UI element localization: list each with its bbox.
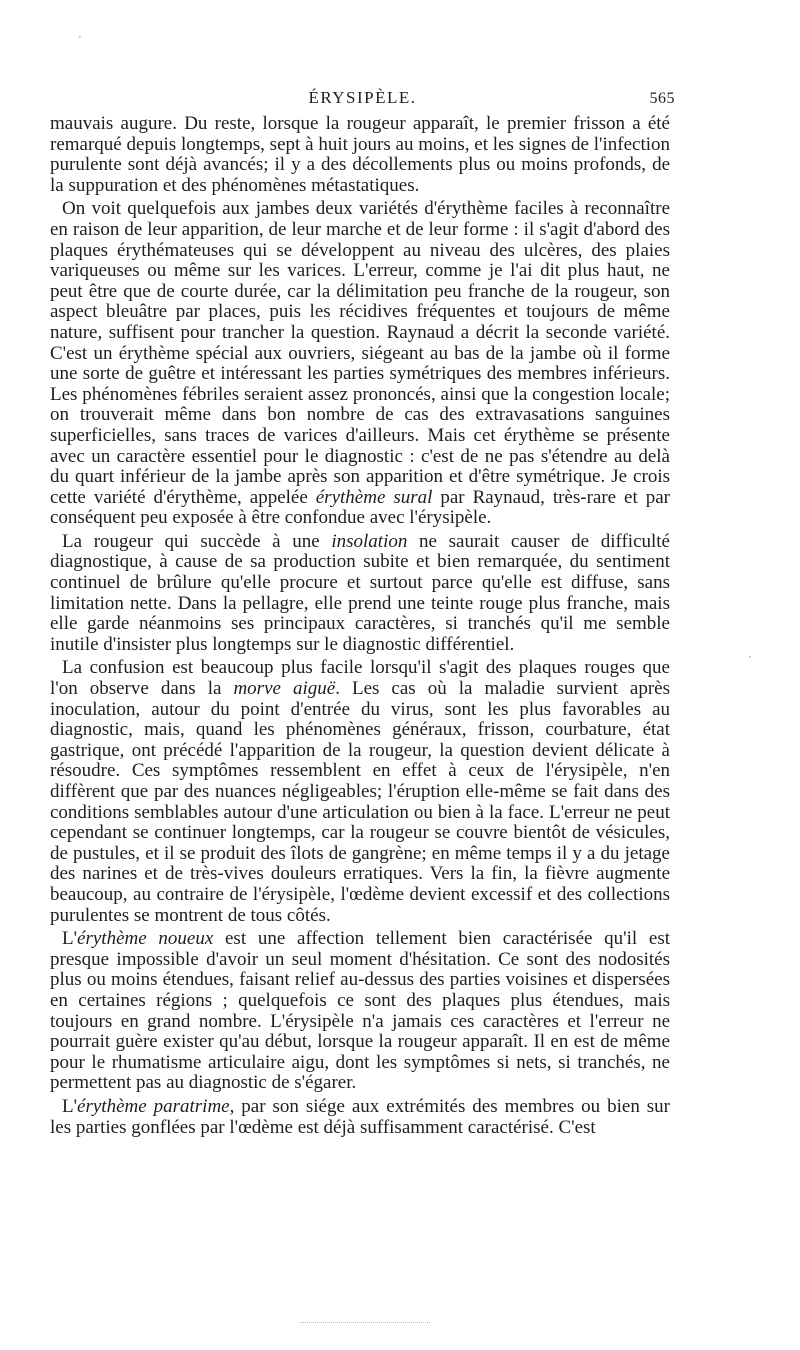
paragraph [50, 114, 670, 196]
text-run: On voit quelquefois aux jambes deux variétés d'érythème faciles à reconnaître en raison de leur apparition, de leur marche et de leur forme : il s'agit d'abord des plaques érythémateuses qui se développent au niveau des ulcères, des plaies variqueuses ou même sur les varices. L'erreur, comme je l'ai dit plus haut, ne peut être que de courte durée, car la délimitation peu franche de la rougeur, son aspect bleuâtre par places, puis les récidives fréquentes et toujours de même nature, suffisent pour trancher la question. Raynaud a décrit la seconde variété. C'est un érythème spécial aux ouvriers, siégeant au bas de la jambe où il forme une sorte de guêtre et intéressant les parties symétriques des membres inférieurs. Les phénomènes fébriles seraient assez prononcés, ainsi que la congestion locale; on trouverait même dans bon nombre de cas des extravasations sanguines superficielles, sans traces de varices d'ailleurs. Mais cet érythème se présente avec un caractère essentiel pour le diagnostic : c'est de ne pas s'étendre au delà du quart inférieur de la jambe après son apparition et d'être symétrique. Je crois cette variété d'érythème, appelée [50, 198, 670, 508]
paragraph [50, 929, 670, 1094]
scan-artifact [300, 1322, 430, 1325]
paragraph [50, 532, 670, 656]
text-run: par Raynaud, très-rare et par conséquent peu exposée à être confondue avec l'érysipèle. [50, 486, 670, 529]
text-run: ne saurait causer de difficulté diagnostique, à cause de sa production subite et bien remarquée, du sentiment continuel de brûlure qu'elle procure et surtout parce qu'elle est diffuse, sans limitation nette. Dans la pellagre, elle prend une teinte rouge plus franche, mais elle garde néanmoins ses principaux caractères, si tranchés qu'il me semble inutile d'insister plus longtemps sur le diagnostic différentiel. [50, 530, 670, 655]
italic-term: érythème paratrime [77, 1095, 230, 1117]
italic-term: morve aiguë [233, 678, 336, 700]
text-run: mauvais augure. Du reste, lorsque la rougeur apparaît, le premier frisson a été remarqué depuis longtemps, sept à huit jours au moins, et les signes de l'infection purulente sont déjà avancés; il y a des décollements plus ou moins profonds, de la suppuration et des phénomènes métastatiques. [50, 113, 670, 196]
scan-speck: · [78, 30, 82, 44]
italic-term: érythème noueux [77, 928, 214, 950]
text-run: , par son siége aux extrémités des membres ou bien sur les parties gonflées par l'œdème est déjà suffisamment caractérisé. C'est [50, 1095, 670, 1138]
paragraph [50, 1097, 670, 1138]
text-run: L' [62, 1095, 78, 1117]
text-run: La rougeur qui succède à une [62, 530, 332, 552]
text-run: La confusion est beaucoup plus facile lorsqu'il s'agit des plaques rouges que l'on observe dans la [50, 657, 670, 700]
text-run: . Les cas où la maladie survient après inoculation, autour du point d'entrée du virus, sont les plus favorables au diagnostic, mais, quand les phénomènes généraux, frisson, courbature, état gastrique, ont précédé l'apparition de la rougeur, la question devient délicate à résoudre. Ces symptômes ressemblent en effet à ceux de l'érysipèle, n'en diffèrent que par des nuances négligeables; l'éruption elle-même se fait dans des conditions semblables autour d'une articulation ou bien à la face. L'erreur ne peut cependant se continuer longtemps, car la rougeur se couvre bientôt de vésicules, de pustules, et il se produit des îlots de gangrène; en même temps il y a du jetage des narines et de très-vives douleurs erratiques. Vers la fin, la fièvre augmente beaucoup, au contraire de l'érysipèle, l'œdème devient excessif et des collections purulentes se montrent de tous côtés. [50, 678, 670, 926]
body-text [50, 114, 670, 1141]
text-run: L' [62, 928, 78, 950]
page-number: 565 [649, 90, 675, 107]
italic-term: érythème sural [315, 486, 433, 508]
paragraph [50, 658, 670, 926]
scan-speck: · [748, 650, 752, 664]
running-title: ÉRYSIPÈLE. [308, 88, 417, 107]
paragraph [50, 199, 670, 529]
text-run: est une affection tellement bien caractérisée qu'il est presque impossible d'avoir un seul moment d'hésitation. Ce sont des nodosités plus ou moins étendues, faisant relief au-dessus des parties voisines et dispersées en certaines régions ; quelquefois ce sont des plaques plus étendues, mais toujours en grand nombre. L'érysipèle n'a jamais ces caractères et l'erreur ne pourrait guère exister qu'au début, lorsque la rougeur apparaît. Il en est de même pour le rhumatisme articulaire aigu, dont les symptômes si nets, si tranchés, ne permettent pas au diagnostic de s'égarer. [50, 928, 670, 1094]
italic-term: insolation [331, 530, 408, 552]
